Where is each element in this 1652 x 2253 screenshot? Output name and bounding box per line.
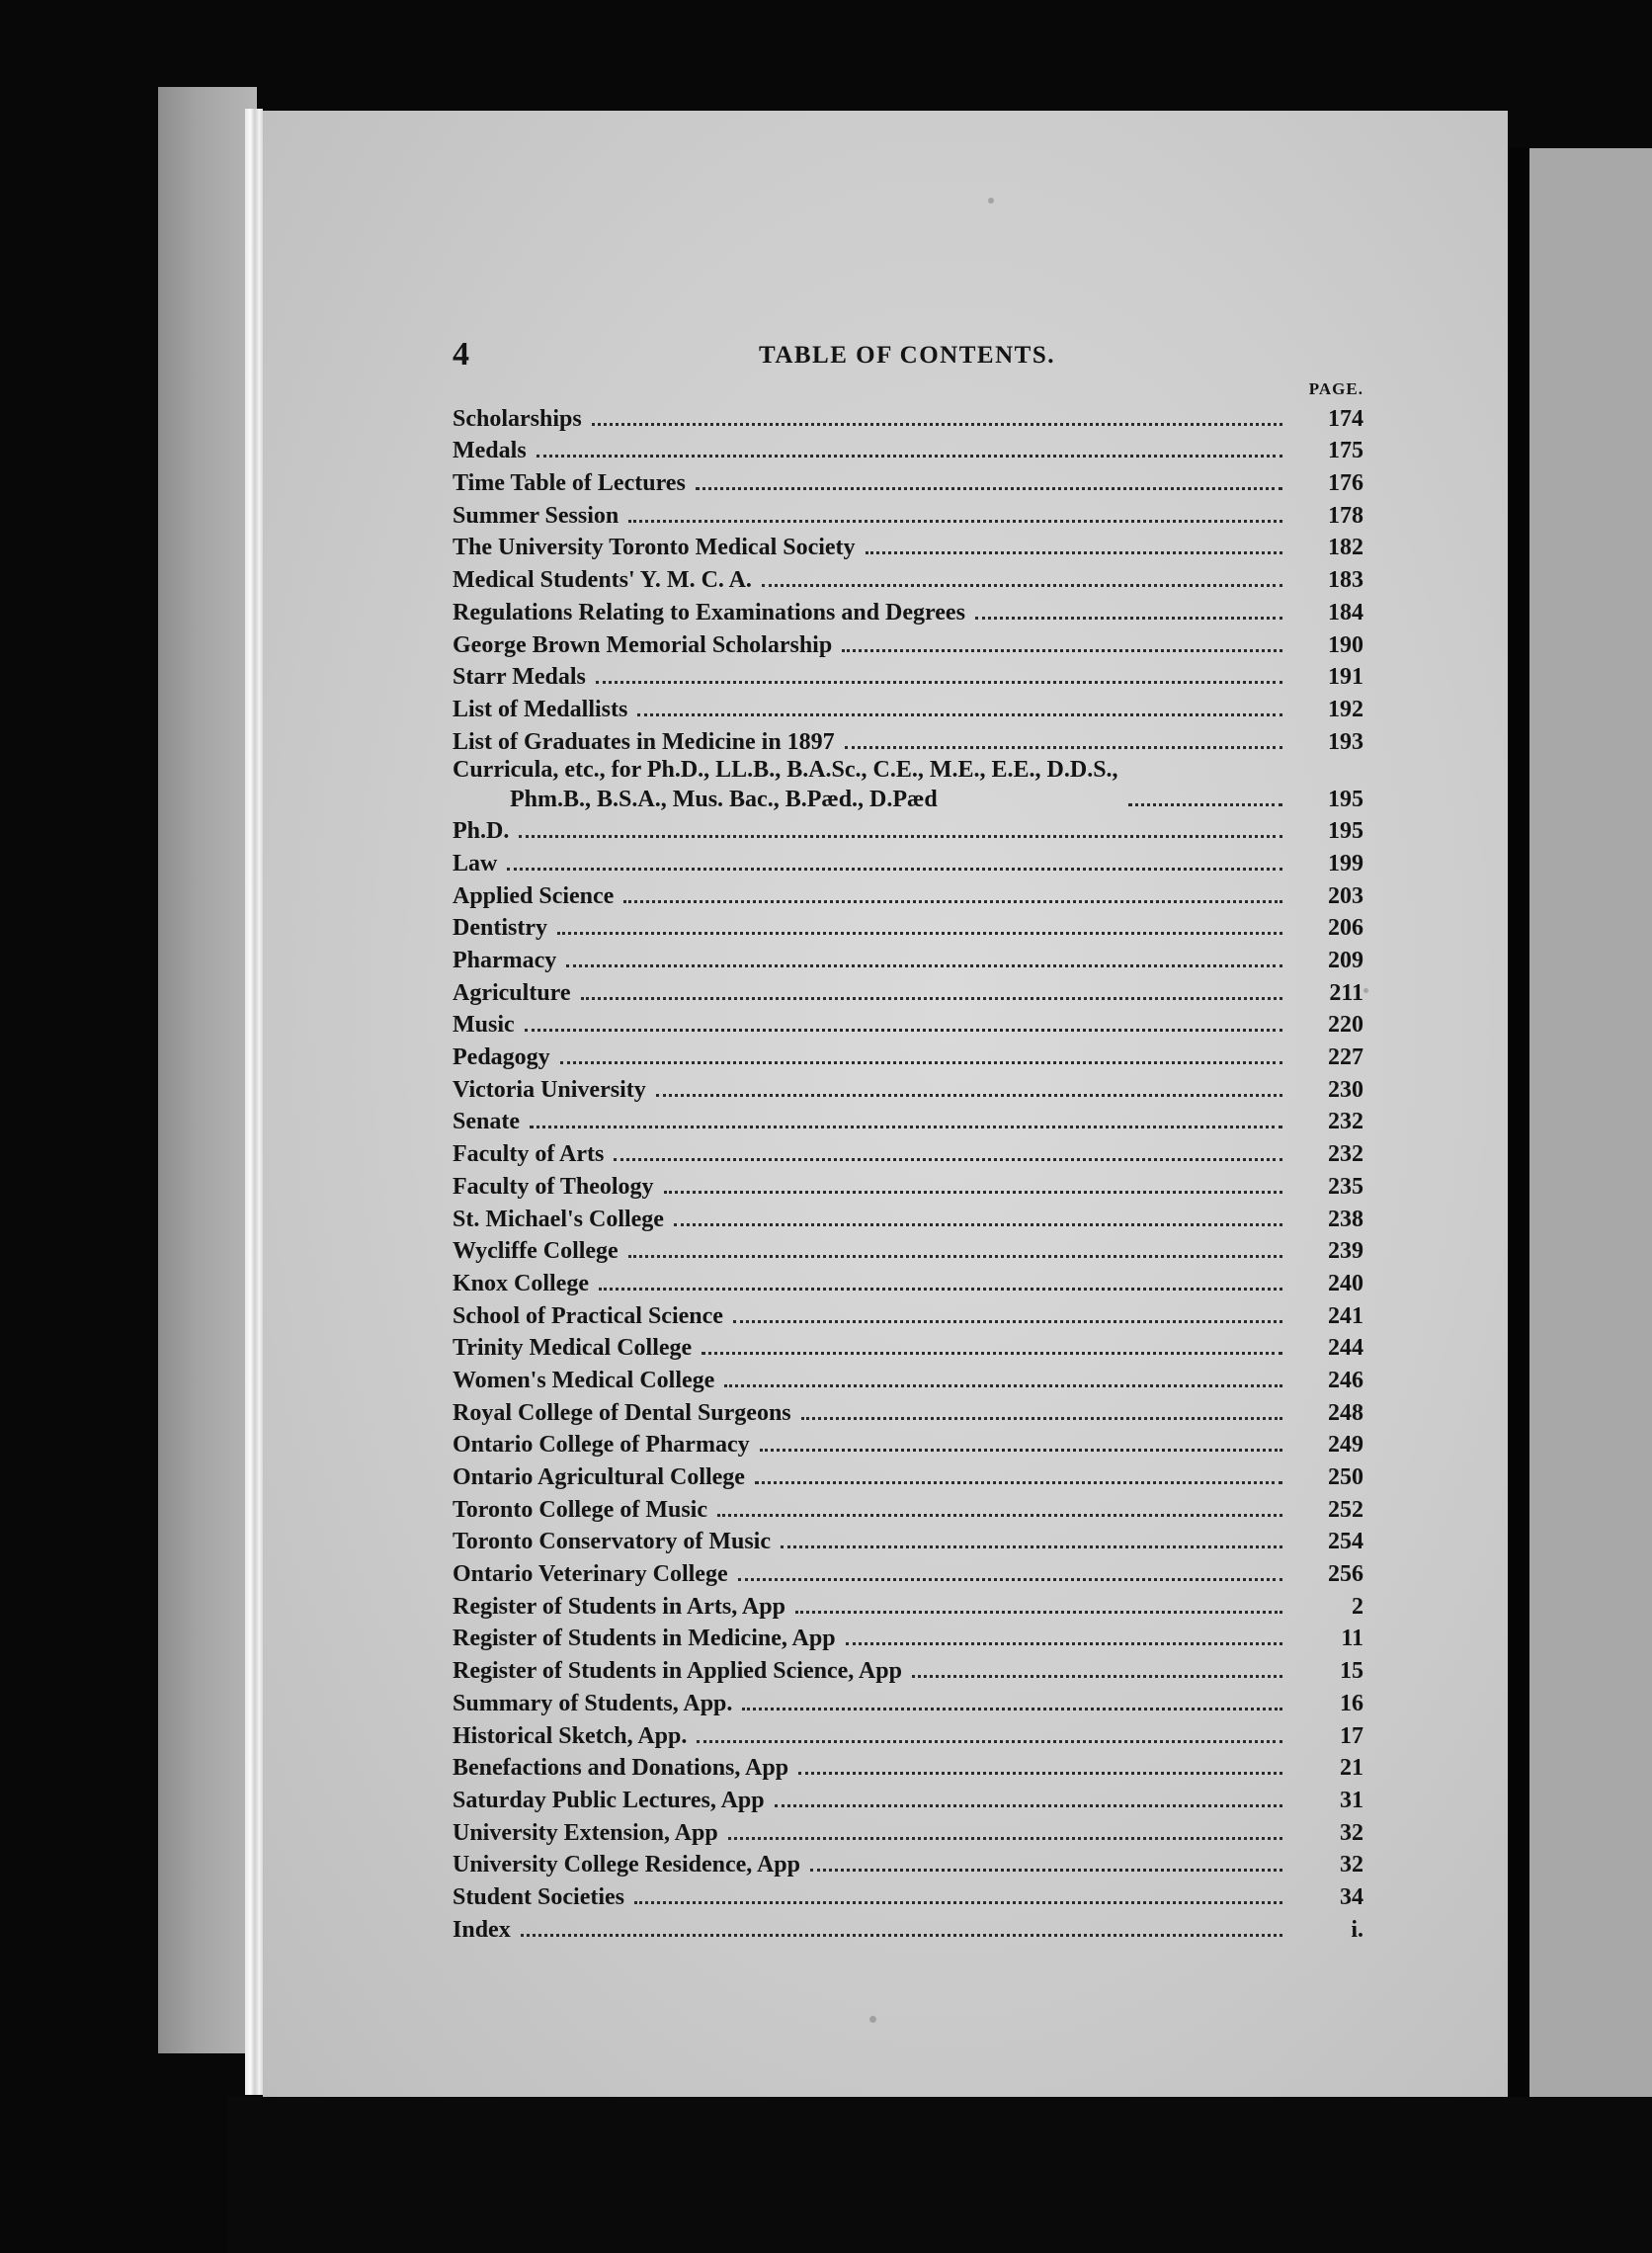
- toc-entry: [453, 660, 1363, 693]
- toc-entry-label: [453, 1495, 707, 1525]
- toc-entry-label: [453, 1205, 664, 1234]
- toc-entry-label-line: Music: [453, 1012, 515, 1039]
- toc-entry-page: 203: [1328, 882, 1363, 909]
- dot-leader: [975, 617, 1282, 620]
- toc-entry-label: [453, 501, 619, 531]
- toc-entry-label: [453, 1753, 788, 1783]
- toc-entry-label: [453, 816, 509, 846]
- toc-entry: [453, 1751, 1363, 1784]
- toc-entry: [453, 1169, 1363, 1202]
- page-column-label: PAGE.: [1308, 379, 1363, 398]
- toc-entry: [453, 1686, 1363, 1718]
- toc-entry-label: [453, 1592, 785, 1622]
- toc-entry: [453, 1525, 1363, 1557]
- toc-entry-label: [453, 1786, 765, 1815]
- toc-entry: [453, 1879, 1363, 1912]
- toc-entry: [453, 434, 1363, 466]
- dot-leader: [560, 1061, 1282, 1064]
- toc-entry: [453, 1298, 1363, 1331]
- toc-entry-label: [453, 1236, 619, 1266]
- toc-entry: [453, 1040, 1363, 1072]
- toc-entry: [453, 878, 1363, 911]
- dot-leader: [628, 520, 1282, 523]
- toc-entry-label-continuation: Phm.B., B.S.A., Mus. Bac., B.Pæd., D.Pæd: [510, 786, 938, 812]
- toc-entry-page: 220: [1328, 1012, 1363, 1039]
- toc-entry-label: [453, 978, 571, 1008]
- toc-entry-label-line: Faculty of Theology: [453, 1173, 654, 1200]
- toc-entry-label: [453, 1172, 654, 1202]
- toc-entry-label-line: George Brown Memorial Scholarship: [453, 631, 833, 658]
- toc-entry-label: [453, 533, 856, 562]
- dot-leader: [656, 1094, 1282, 1097]
- dot-leader: [760, 1449, 1282, 1452]
- toc-entry-label: [453, 1010, 515, 1040]
- toc-entry-label: [453, 404, 582, 434]
- toc-entry-label-line: Student Societies: [453, 1883, 624, 1910]
- toc-entry-page: 249: [1328, 1432, 1363, 1459]
- toc-entry-page: 230: [1328, 1076, 1363, 1103]
- toc-entry-label-line: List of Graduates in Medicine in 1897: [453, 728, 835, 755]
- dot-leader: [674, 1223, 1282, 1226]
- toc-entry-page: 195: [1328, 786, 1363, 812]
- toc-entry-page: 241: [1328, 1302, 1363, 1329]
- page-title: TABLE OF CONTENTS.: [759, 342, 1055, 369]
- dot-leader: [581, 997, 1282, 1000]
- toc-entry-label: [453, 1043, 550, 1072]
- dot-leader: [519, 835, 1282, 838]
- facing-page-edge: [1529, 148, 1652, 2125]
- toc-entry-page: 175: [1328, 438, 1363, 464]
- toc-entry-label-line: University Extension, App: [453, 1819, 718, 1846]
- toc-entry: [453, 1848, 1363, 1880]
- dot-leader: [795, 1611, 1282, 1614]
- dot-leader: [733, 1320, 1282, 1323]
- toc-entry-page: 246: [1328, 1367, 1363, 1393]
- toc-entry: [453, 1653, 1363, 1686]
- toc-entry-label: [453, 1462, 745, 1492]
- dot-leader: [846, 1642, 1282, 1645]
- toc-entry-label-line: Ph.D.: [453, 818, 510, 845]
- toc-entry: [453, 595, 1363, 627]
- toc-entry-page: 183: [1328, 567, 1363, 594]
- toc-entry: [453, 1331, 1363, 1364]
- toc-entry: [453, 1622, 1363, 1654]
- toc-entry-label-line: List of Medallists: [453, 696, 628, 722]
- toc-entry-label-line: School of Practical Science: [453, 1302, 723, 1329]
- toc-entry-label: [453, 1527, 771, 1556]
- dot-leader: [755, 1481, 1282, 1484]
- toc-entry-page: 193: [1328, 728, 1363, 755]
- toc-entry: [453, 1460, 1363, 1492]
- dot-leader: [1128, 803, 1282, 806]
- toc-entry-label: [453, 1269, 589, 1298]
- dot-leader: [912, 1675, 1282, 1678]
- dot-leader: [738, 1578, 1282, 1581]
- toc-entry: [453, 1008, 1363, 1041]
- toc-entry-label-line: Dentistry: [453, 915, 547, 942]
- dot-leader: [637, 713, 1282, 716]
- toc-entry: [453, 401, 1363, 434]
- page-stack-edge: [245, 109, 263, 2095]
- toc-entry-page: 17: [1340, 1722, 1363, 1749]
- page-header: [453, 336, 1362, 379]
- toc-entry-label-line: Faculty of Arts: [453, 1141, 605, 1168]
- toc-entry-label: [453, 727, 835, 757]
- toc-entry-label-line: University College Residence, App: [453, 1852, 800, 1878]
- toc-entry: [453, 1589, 1363, 1622]
- dot-leader: [842, 649, 1282, 652]
- toc-entry-page: 252: [1328, 1496, 1363, 1523]
- toc-entry-label: [453, 695, 627, 724]
- toc-entry-page: 192: [1328, 696, 1363, 722]
- toc-entry: [453, 627, 1363, 660]
- toc-entry-page: 190: [1328, 631, 1363, 658]
- toc-entry-label-line: Ontario Veterinary College: [453, 1561, 728, 1588]
- toc-entry-page: 248: [1328, 1399, 1363, 1426]
- dot-leader: [810, 1869, 1282, 1872]
- toc-entry-page: 256: [1328, 1561, 1363, 1588]
- toc-entry-label-line: Medals: [453, 438, 527, 464]
- toc-entry-label: [453, 1333, 692, 1363]
- toc-entry-label: [453, 1818, 718, 1848]
- toc-entry-page: 238: [1328, 1206, 1363, 1232]
- dot-leader: [801, 1417, 1282, 1420]
- dot-leader: [623, 900, 1282, 903]
- toc-entry-label: [453, 1915, 511, 1945]
- toc-entry-page: 34: [1340, 1883, 1363, 1910]
- toc-entry-label: [453, 1075, 646, 1105]
- dot-leader: [614, 1158, 1282, 1161]
- toc-entry-page: 244: [1328, 1335, 1363, 1362]
- dot-leader: [628, 1255, 1282, 1258]
- toc-entry-page: 21: [1340, 1755, 1363, 1782]
- toc-entry-label: [453, 913, 547, 943]
- toc-entry-label-line: Law: [453, 850, 498, 876]
- toc-entry: [453, 498, 1363, 531]
- toc-entry-label-line: The University Toronto Medical Society: [453, 535, 856, 561]
- dot-leader: [781, 1545, 1282, 1548]
- dot-leader: [762, 584, 1282, 587]
- toc-entry-label-line: Index: [453, 1916, 511, 1943]
- table-of-contents: [453, 401, 1363, 1945]
- dot-leader: [557, 932, 1282, 935]
- toc-entry-label: [453, 1882, 624, 1912]
- dot-leader: [596, 681, 1282, 684]
- toc-entry-label-line: Register of Students in Medicine, App: [453, 1626, 836, 1652]
- toc-entry: [453, 1202, 1363, 1234]
- toc-entry: [453, 531, 1363, 563]
- toc-entry-label-line: Trinity Medical College: [453, 1335, 693, 1362]
- toc-entry-page: 174: [1328, 405, 1363, 432]
- toc-entry-label-line: Victoria University: [453, 1076, 646, 1103]
- toc-entry-label-line: St. Michael's College: [453, 1206, 664, 1232]
- toc-entry-label-line: Time Table of Lectures: [453, 470, 686, 497]
- dot-leader: [702, 1352, 1282, 1355]
- toc-entry-label-line: Royal College of Dental Surgeons: [453, 1399, 791, 1426]
- toc-entry-label: [453, 662, 586, 692]
- toc-entry-label: [453, 598, 965, 627]
- toc-entry-label-line: Scholarships: [453, 405, 582, 432]
- toc-entry: [453, 814, 1363, 847]
- toc-entry-page: 240: [1328, 1270, 1363, 1296]
- toc-entry: [453, 562, 1363, 595]
- toc-entry-label: [453, 1107, 520, 1136]
- gutter-shadow: [1508, 148, 1529, 2125]
- toc-entry: [453, 1266, 1363, 1298]
- dot-leader: [592, 423, 1282, 426]
- toc-entry-label: [453, 1139, 604, 1169]
- scan-bottom-border: [227, 2097, 1652, 2253]
- dot-leader: [742, 1708, 1282, 1711]
- toc-entry: [453, 1395, 1363, 1428]
- toc-entry-label-line: Register of Students in Arts, App: [453, 1593, 785, 1620]
- toc-entry-label-line: Ontario College of Pharmacy: [453, 1432, 750, 1459]
- toc-entry: [453, 757, 1363, 814]
- toc-entry-page: 235: [1328, 1173, 1363, 1200]
- toc-entry-page: 176: [1328, 470, 1363, 497]
- toc-entry: [453, 692, 1363, 724]
- toc-entry-label-line: Medical Students' Y. M. C. A.: [453, 567, 752, 594]
- toc-entry-page: 31: [1340, 1787, 1363, 1813]
- toc-entry: [453, 975, 1363, 1008]
- toc-entry: [453, 1783, 1363, 1815]
- toc-entry-label-line: Women's Medical College: [453, 1367, 715, 1393]
- book-cover-edge: [158, 87, 257, 2053]
- toc-entry-label: [453, 1850, 800, 1879]
- toc-entry-page: 232: [1328, 1109, 1363, 1135]
- toc-entry-label: [453, 1398, 791, 1428]
- toc-entry: [453, 1136, 1363, 1169]
- toc-entry-label-line: Pedagogy: [453, 1044, 550, 1071]
- toc-entry-page: 11: [1341, 1626, 1363, 1652]
- paper-blemish: [1363, 988, 1368, 993]
- dot-leader: [634, 1901, 1282, 1904]
- toc-entry-label-line: Toronto College of Music: [453, 1496, 707, 1523]
- dot-leader: [724, 1384, 1282, 1387]
- page-number: 4: [453, 336, 469, 373]
- toc-entry: [453, 1718, 1363, 1751]
- toc-entry-label: [453, 1559, 728, 1589]
- toc-entry-page: 32: [1340, 1819, 1363, 1846]
- dot-leader: [775, 1804, 1282, 1807]
- toc-entry-label-line: Applied Science: [453, 882, 615, 909]
- toc-entry-label-line: Senate: [453, 1109, 520, 1135]
- toc-entry-page: 178: [1328, 502, 1363, 529]
- toc-entry-label: [453, 1656, 902, 1686]
- toc-entry-label: [453, 468, 686, 498]
- toc-entry-label-line: Regulations Relating to Examinations and Degrees: [453, 599, 965, 626]
- toc-entry-label: [453, 1366, 714, 1395]
- toc-entry-label-line: Wycliffe College: [453, 1238, 619, 1265]
- toc-entry: [453, 846, 1363, 878]
- toc-entry: [453, 1556, 1363, 1589]
- dot-leader: [507, 868, 1282, 871]
- toc-entry-page: 16: [1340, 1690, 1363, 1716]
- toc-entry-label-line: Summary of Students, App.: [453, 1690, 733, 1716]
- toc-entry-page: 239: [1328, 1238, 1363, 1265]
- toc-entry: [453, 1234, 1363, 1267]
- dot-leader: [525, 1029, 1282, 1032]
- toc-entry-page: 227: [1328, 1044, 1363, 1071]
- toc-entry-page: 32: [1340, 1852, 1363, 1878]
- toc-entry-label-line: Pharmacy: [453, 948, 557, 973]
- toc-entry: [453, 1072, 1363, 1105]
- toc-entry-label-line: Ontario Agricultural College: [453, 1464, 745, 1490]
- toc-entry-label: [453, 1689, 732, 1718]
- toc-entry-page: 191: [1328, 664, 1363, 691]
- toc-entry: [453, 911, 1363, 944]
- toc-entry-page: 211: [1329, 979, 1363, 1006]
- dot-leader: [696, 487, 1282, 490]
- dot-leader: [717, 1514, 1282, 1517]
- paper-blemish: [869, 2016, 876, 2023]
- dot-leader: [599, 1288, 1282, 1291]
- toc-entry-page: i.: [1351, 1916, 1363, 1943]
- toc-entry: [453, 724, 1363, 757]
- toc-entry: [453, 1492, 1363, 1525]
- toc-entry-label: [453, 755, 1118, 814]
- toc-entry-label-line: Knox College: [453, 1270, 589, 1296]
- toc-entry-page: 206: [1328, 915, 1363, 942]
- dot-leader: [866, 551, 1282, 554]
- toc-entry: [453, 1428, 1363, 1460]
- toc-entry: [453, 943, 1363, 975]
- dot-leader: [664, 1191, 1282, 1194]
- toc-entry: [453, 1815, 1363, 1848]
- toc-entry-page: 199: [1328, 850, 1363, 876]
- toc-entry-label-line: Historical Sketch, App.: [453, 1722, 688, 1749]
- toc-entry-page: 209: [1328, 948, 1363, 973]
- dot-leader: [566, 964, 1282, 967]
- toc-entry-label-line: Register of Students in Applied Science, App: [453, 1658, 902, 1685]
- toc-entry-label: [453, 1624, 836, 1653]
- toc-entry-page: 254: [1328, 1529, 1363, 1555]
- toc-entry-label: [453, 946, 556, 975]
- dot-leader: [530, 1126, 1282, 1128]
- toc-entry: [453, 465, 1363, 498]
- toc-entry-page: 250: [1328, 1464, 1363, 1490]
- toc-entry-label-line: Starr Medals: [453, 664, 586, 691]
- toc-entry-page: 182: [1328, 535, 1363, 561]
- toc-entry-label: [453, 630, 832, 660]
- toc-entry-page: 195: [1328, 818, 1363, 845]
- dot-leader: [537, 455, 1282, 458]
- toc-entry-label: [453, 436, 527, 465]
- toc-entry-label-line: Curricula, etc., for Ph.D., LL.B., B.A.Sc., C.E., M.E., E.E., D.D.S.,: [453, 756, 1118, 783]
- toc-entry-page: 232: [1328, 1141, 1363, 1168]
- dot-leader: [521, 1934, 1282, 1937]
- toc-entry-label: [453, 849, 497, 878]
- dot-leader: [697, 1740, 1282, 1743]
- toc-entry-label: [453, 1721, 687, 1751]
- dot-leader: [728, 1837, 1282, 1840]
- toc-entry-page: 2: [1352, 1593, 1363, 1620]
- paper-blemish: [988, 198, 994, 204]
- toc-entry-label: [453, 881, 614, 911]
- toc-entry-label: [453, 1430, 750, 1460]
- toc-entry: [453, 1912, 1363, 1945]
- toc-entry-label: [453, 565, 752, 595]
- toc-entry: [453, 1363, 1363, 1395]
- dot-leader: [845, 746, 1282, 749]
- dot-leader: [798, 1772, 1282, 1775]
- toc-entry-label: [453, 1301, 723, 1331]
- toc-entry-page: 15: [1340, 1658, 1363, 1685]
- toc-entry: [453, 1105, 1363, 1137]
- toc-entry-label-line: Saturday Public Lectures, App: [453, 1787, 765, 1813]
- toc-entry-label-line: Agriculture: [453, 979, 571, 1006]
- toc-entry-label-line: Benefactions and Donations, App: [453, 1755, 789, 1782]
- toc-entry-label-line: Summer Session: [453, 502, 620, 529]
- toc-entry-page: 184: [1328, 599, 1363, 626]
- toc-entry-label-line: Toronto Conservatory of Music: [453, 1529, 771, 1555]
